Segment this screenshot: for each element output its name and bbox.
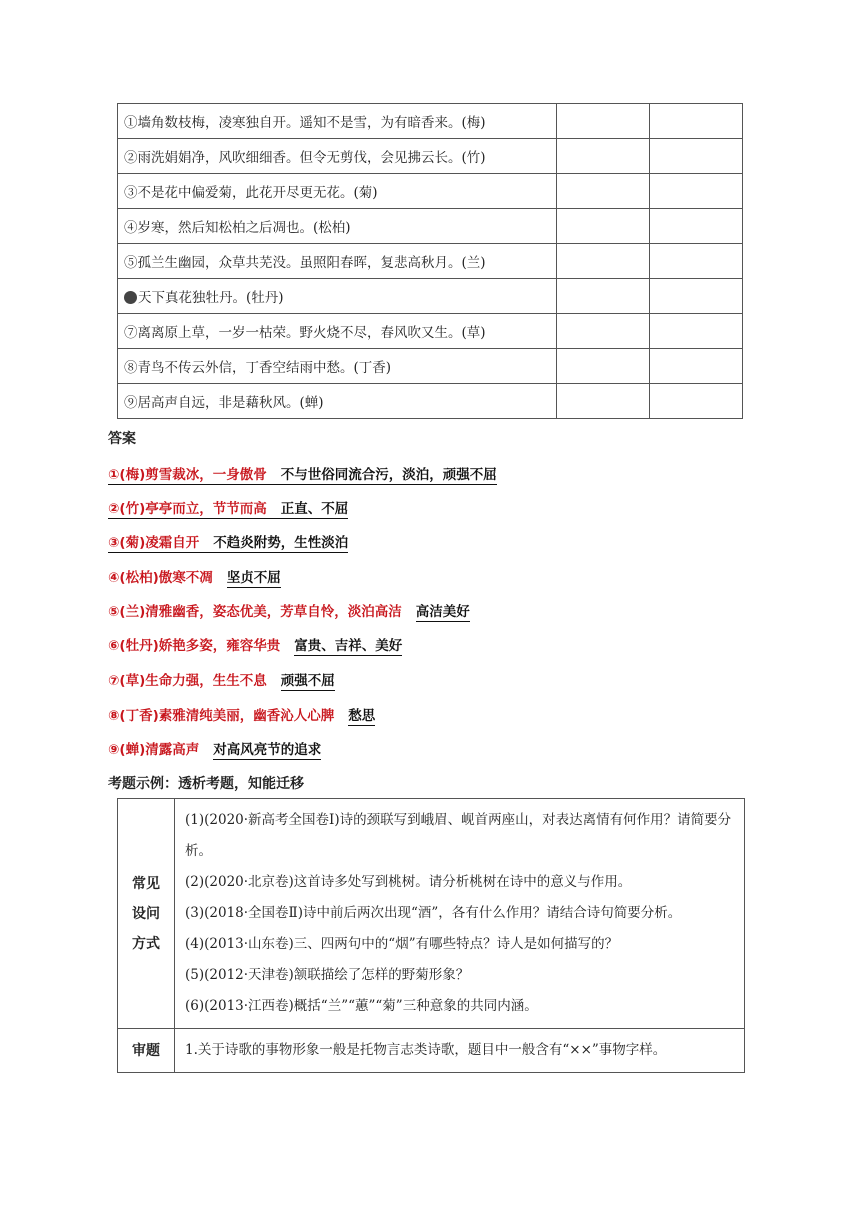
blank-cell <box>557 104 650 139</box>
poem-text: ⑤孤兰生幽园，众草共芜没。虽照阳春晖，复悲高秋月。(兰) <box>118 244 557 279</box>
poem-text: ③不是花中偏爱菊，此花开尽更无花。(菊) <box>118 174 557 209</box>
blank-cell <box>557 139 650 174</box>
answer-heading: 答案 <box>108 431 136 447</box>
answer-meaning: 愁思 <box>348 708 376 724</box>
blank-cell <box>650 104 743 139</box>
question-item: (3)(2018·全国卷Ⅱ)诗中前后两次出现“酒”，各有什么作用？请结合诗句简要分析。 <box>185 905 682 921</box>
question-item: (1)(2020·新高考全国卷Ⅰ)诗的颈联写到峨眉、岘首两座山，对表达离情有何作用？请简要分析。 <box>185 812 732 859</box>
answer-line <box>108 669 335 689</box>
answer-image: ⑦(草)生命力强，生生不息 <box>108 673 267 689</box>
common-questions-row <box>118 799 745 1029</box>
blank-cell <box>557 384 650 419</box>
poem-text: ⑨居高声自远，非是藉秋风。(蝉) <box>118 384 557 419</box>
exam-heading: 考题示例：透析考题，知能迁移 <box>108 776 304 792</box>
answer-meaning: 顽强不屈 <box>280 673 335 689</box>
blank-cell <box>557 349 650 384</box>
exam-table <box>117 798 745 1073</box>
answer-image: ④(松柏)傲寒不凋 <box>108 570 213 586</box>
poem-text: ⑧青鸟不传云外信，丁香空结雨中愁。(丁香) <box>118 349 557 384</box>
answer-image: ②(竹)亭亭而立，节节而高 <box>108 501 267 517</box>
answer-meaning: 不趋炎附势，生性淡泊 <box>213 535 349 551</box>
blank-cell <box>557 209 650 244</box>
blank-cell <box>650 349 743 384</box>
question-item: (4)(2013·山东卷)三、四两句中的“烟”有哪些特点？诗人是如何描写的？ <box>185 936 619 952</box>
question-item: (6)(2013·江西卷)概括“兰”“蕙”“菊”三种意象的共同内涵。 <box>185 998 538 1014</box>
poem-row <box>118 174 743 209</box>
poem-row <box>118 244 743 279</box>
answer-meaning: 不与世俗同流合污，淡泊，顽强不屈 <box>280 467 497 483</box>
blank-cell <box>650 384 743 419</box>
answer-line <box>108 497 348 519</box>
answer-image: ⑨(蝉)清露高声 <box>108 742 200 758</box>
blank-cell <box>557 174 650 209</box>
answer-line <box>108 600 470 620</box>
question-item: (2)(2020·北京卷)这首诗多处写到桃树。请分析桃树在诗中的意义与作用。 <box>185 874 632 890</box>
poem-row <box>118 349 743 384</box>
answer-image: ①(梅)剪雪裁冰，一身傲骨 <box>108 467 267 483</box>
answer-image: ③(菊)凌霜自开 <box>108 535 200 551</box>
poem-text: ④岁寒，然后知松柏之后凋也。(松柏) <box>118 209 557 244</box>
blank-cell <box>557 314 650 349</box>
answer-meaning: 坚贞不屈 <box>226 570 281 586</box>
review-row <box>118 1029 745 1073</box>
answer-line <box>108 531 348 553</box>
answer-image: ⑤(兰)清雅幽香，姿态优美，芳草自怜，淡泊高洁 <box>108 604 402 620</box>
poem-text: ②雨洗娟娟净，风吹细细香。但令无剪伐，会见拂云长。(竹) <box>118 139 557 174</box>
answer-line <box>108 738 321 758</box>
answer-line <box>108 463 497 485</box>
review-content: 1.关于诗歌的事物形象一般是托物言志类诗歌，题目中一般含有“××”事物字样。 <box>175 1029 745 1073</box>
poem-row <box>118 314 743 349</box>
answer-image: ⑧(丁香)素雅清纯美丽，幽香沁人心脾 <box>108 708 335 724</box>
answer-meaning: 正直、不屈 <box>280 501 349 517</box>
answer-line <box>108 704 375 724</box>
filled-circle-icon <box>124 291 137 304</box>
review-label: 审题 <box>118 1029 175 1073</box>
answer-image: ⑥(牡丹)娇艳多姿，雍容华贵 <box>108 638 281 654</box>
poem-text: ⑦离离原上草，一岁一枯荣。野火烧不尽，春风吹又生。(草) <box>118 314 557 349</box>
poem-row <box>118 209 743 244</box>
blank-cell <box>650 244 743 279</box>
answer-line <box>108 566 281 586</box>
blank-cell <box>557 244 650 279</box>
blank-cell <box>650 279 743 314</box>
blank-cell <box>650 174 743 209</box>
poem-text: ①墙角数枝梅，凌寒独自开。遥知不是雪，为有暗香来。(梅) <box>118 104 557 139</box>
answer-meaning: 对高风亮节的追求 <box>213 742 322 758</box>
blank-cell <box>650 139 743 174</box>
blank-cell <box>650 209 743 244</box>
answer-line <box>108 634 402 654</box>
poem-row <box>118 139 743 174</box>
question-item: (5)(2012·天津卷)颔联描绘了怎样的野菊形象？ <box>185 967 470 983</box>
poem-row <box>118 104 743 139</box>
blank-cell <box>557 279 650 314</box>
answer-meaning: 高洁美好 <box>415 604 470 620</box>
poem-cell <box>118 279 557 314</box>
poem-row <box>118 279 743 314</box>
poem-row <box>118 384 743 419</box>
poem-text: 天下真花独牡丹。(牡丹) <box>138 290 284 306</box>
common-questions-label: 常见 设问 方式 <box>118 799 175 1029</box>
answer-meaning: 富贵、吉祥、美好 <box>294 638 403 654</box>
common-questions-content <box>175 799 745 1029</box>
poem-table <box>117 103 743 419</box>
blank-cell <box>650 314 743 349</box>
